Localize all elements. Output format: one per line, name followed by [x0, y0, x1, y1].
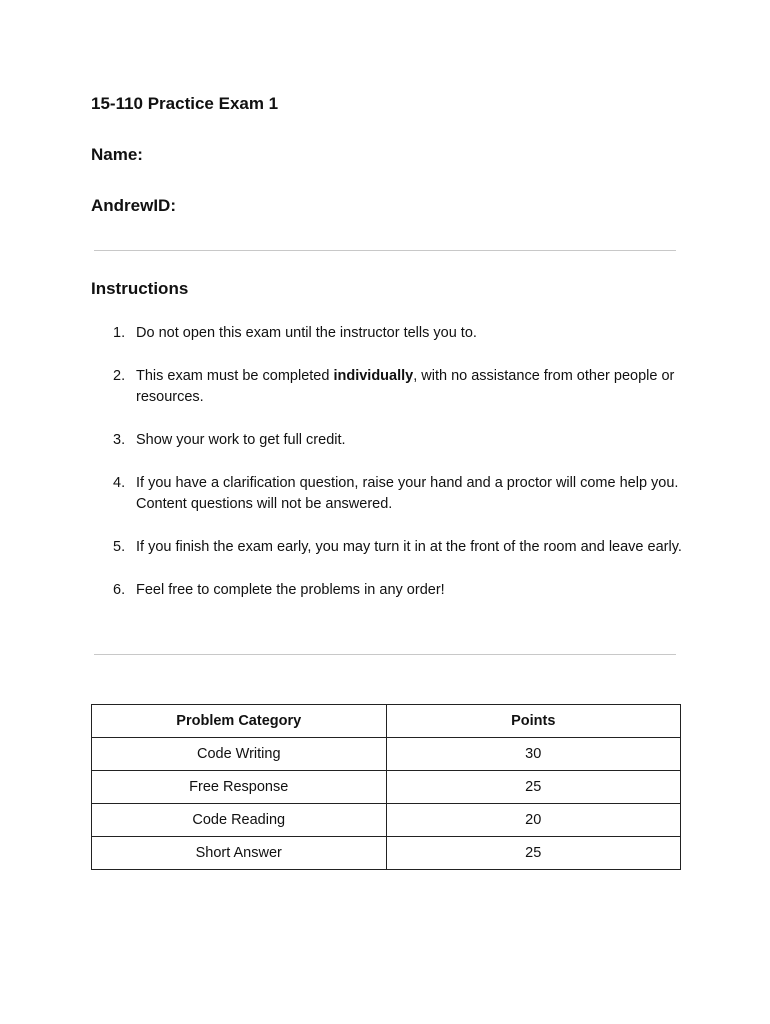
- instructions-heading: Instructions: [91, 279, 189, 298]
- table-header-row: [92, 705, 681, 738]
- instructions-list: [113, 323, 683, 623]
- column-header-points: Points: [386, 705, 681, 738]
- instruction-item: [113, 430, 683, 451]
- horizontal-divider: [94, 250, 676, 251]
- category-cell: Code Reading: [92, 804, 387, 837]
- instruction-number: 1.: [113, 325, 126, 341]
- instruction-number: 5.: [113, 539, 126, 555]
- instruction-number: 3.: [113, 432, 126, 448]
- instruction-item: [113, 537, 683, 558]
- instruction-text-after: , with no assistance from other people or resources.: [136, 368, 675, 405]
- instruction-number: 4.: [113, 475, 126, 491]
- instruction-text: Do not open this exam until the instructor tells you to.: [136, 325, 477, 341]
- points-table: [91, 704, 681, 870]
- points-cell: 30: [386, 738, 681, 771]
- table-row: [92, 804, 681, 837]
- instruction-emphasis: individually: [333, 368, 414, 384]
- instruction-item: [113, 580, 683, 601]
- table-row: [92, 771, 681, 804]
- table-row: [92, 837, 681, 870]
- andrewid-label: AndrewID:: [91, 196, 176, 215]
- instruction-item: [113, 473, 683, 515]
- instruction-text: If you have a clarification question, raise your hand and a proctor will come help you. Content questions will not be answered.: [136, 475, 679, 512]
- instruction-text: If you finish the exam early, you may turn it in at the front of the room and leave early.: [136, 539, 682, 555]
- instruction-number: 2.: [113, 368, 126, 384]
- points-cell: 20: [386, 804, 681, 837]
- table-row: [92, 738, 681, 771]
- instruction-number: 6.: [113, 582, 126, 598]
- category-cell: Short Answer: [92, 837, 387, 870]
- name-label: Name:: [91, 145, 143, 164]
- instruction-item: [113, 323, 683, 344]
- instruction-text-before: This exam must be completed: [136, 368, 334, 384]
- points-cell: 25: [386, 771, 681, 804]
- horizontal-divider: [94, 654, 676, 655]
- instruction-item: [113, 366, 683, 408]
- instruction-text: Show your work to get full credit.: [136, 432, 346, 448]
- instruction-text: Feel free to complete the problems in any order!: [136, 582, 445, 598]
- category-cell: Free Response: [92, 771, 387, 804]
- column-header-category: Problem Category: [92, 705, 387, 738]
- category-cell: Code Writing: [92, 738, 387, 771]
- page-title: 15-110 Practice Exam 1: [91, 94, 279, 113]
- points-cell: 25: [386, 837, 681, 870]
